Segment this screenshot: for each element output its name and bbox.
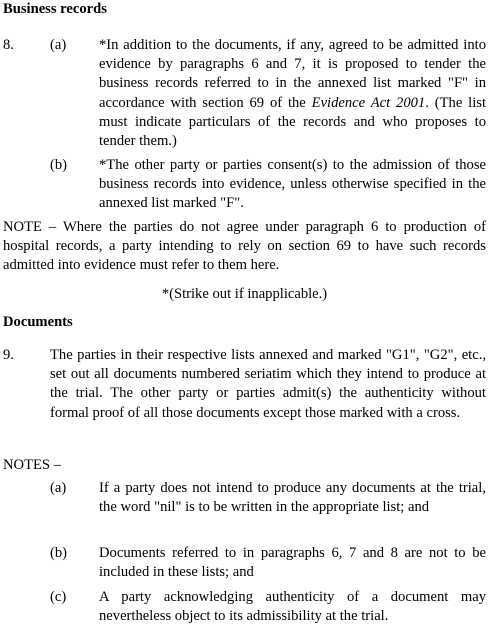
documents-heading: Documents (3, 314, 73, 330)
note-a-label: (a) (50, 480, 67, 496)
business-records-heading: Business records (3, 1, 107, 17)
note-c-text: A party acknowledging authenticity of a document may nevertheless object to its admissibility at the trial. (99, 589, 486, 625)
para-8-number: 8. (3, 37, 14, 53)
note-a-text: If a party does not intend to produce any documents at the trial, the word "nil" is to be written in the appropriate list; and (99, 480, 486, 516)
note-b-label: (b) (50, 545, 68, 561)
note-b-text: Documents referred to in paragraphs 6, 7 and 8 are not to be included in these lists; and (99, 545, 486, 581)
act-title: Evidence Act 2001 (311, 94, 426, 111)
para-8b-text: *The other party or parties consent(s) to the admission of those business records into evidence, unless otherwise specified in the annexed list marked "F". (99, 157, 486, 212)
para-9-text: The parties in their respective lists annexed and marked "G1", "G2", etc., set out all documents numbered seriatim which they intend to produce at the trial. The other party or parties admit(s) the authenticity without formal proof of all those documents except those marked with a cross. (50, 347, 486, 421)
notes-label: NOTES – (3, 457, 61, 473)
note-c-label: (c) (50, 589, 67, 605)
para-8b-label: (b) (50, 157, 68, 173)
para-8a-label: (a) (50, 37, 67, 53)
strike-out-note: *(Strike out if inapplicable.) (161, 286, 328, 302)
para-9-number: 9. (3, 347, 14, 363)
hospital-records-note: NOTE – Where the parties do not agree under paragraph 6 to production of hospital records, a party intending to rely on section 69 to have such records admitted into evidence must refer to them here. (3, 219, 486, 274)
para-8a-text: *In addition to the documents, if any, agreed to be admitted into evidence by paragraphs 6 and 7, it is proposed to tender the business records referred to in the annexed list marked "F" in accordance with section 69 of the Evidence Act 2001. (The list must indicate particulars of the records and who proposes to tender them.) (99, 37, 486, 150)
